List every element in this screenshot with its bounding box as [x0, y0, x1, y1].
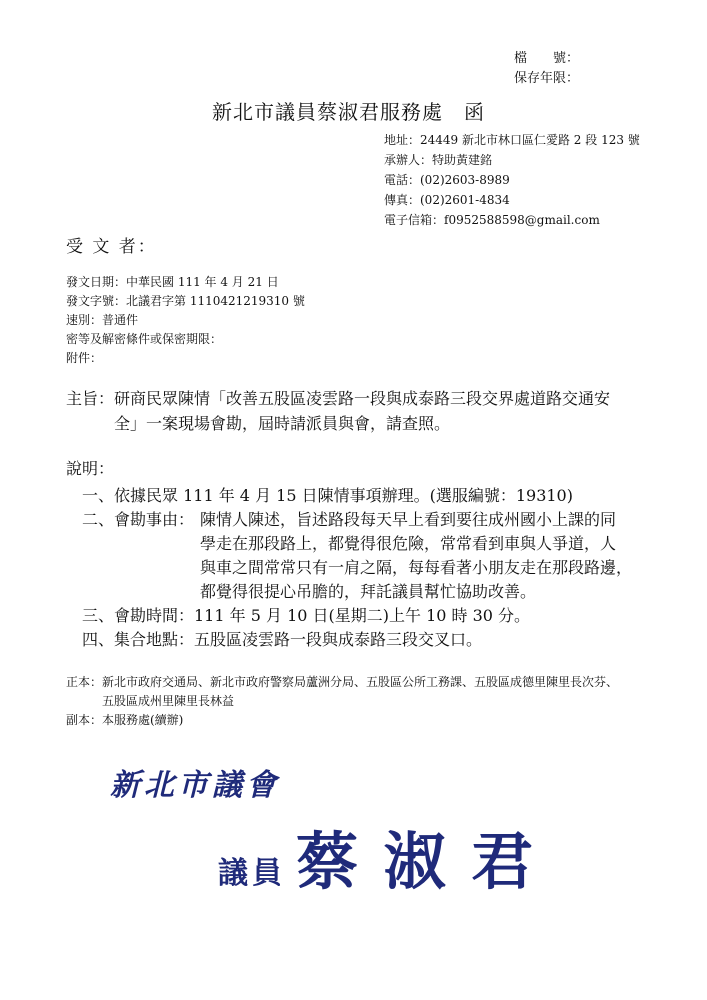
description-item-2-line-1: 陳情人陳述，旨述路段每天早上看到要往成州國小上課的同 — [200, 510, 617, 529]
sender-fax: 傳真：(02)2601-4834 — [384, 193, 510, 207]
sender-info — [384, 130, 640, 230]
sender-address: 地址：24449 新北市林口區仁愛路 2 段 123 號 — [384, 133, 640, 147]
council-seal-text: 新北市議會 — [110, 768, 280, 803]
doc-info — [66, 273, 305, 368]
description-label: 說明： — [66, 459, 115, 478]
subject-line-1: 研商民眾陳情「改善五股區凌雲路一段與成泰路三段交界處道路交通安 — [114, 389, 611, 408]
sender-email: 電子信箱：f0952588598@gmail.com — [384, 213, 600, 227]
issue-date: 發文日期：中華民國 111 年 4 月 21 日 — [66, 275, 279, 289]
councilor-title-seal: 議員 — [218, 856, 286, 891]
secrecy-level: 密等及解密條件或保密期限： — [66, 332, 223, 346]
sender-handler: 承辦人：特助黃建銘 — [384, 153, 493, 167]
subject-label: 主旨： — [66, 389, 115, 408]
document-title: 新北市議員蔡淑君服務處 函 — [212, 100, 485, 124]
recipient-label: 受 文 者： — [66, 237, 157, 257]
description-item-2-line-2: 學走在那段路上，都覺得很危險，常常看到車與人爭道，人 — [200, 534, 617, 553]
original-recipients-line-2: 五股區成州里陳里長林益 — [102, 694, 235, 708]
subject-line-2: 全」一案現場會勘，屆時請派員與會，請查照。 — [114, 414, 451, 433]
speed-class: 速別：普通件 — [66, 313, 139, 327]
description-item-2-line-3: 與車之間常常只有一肩之隔，每每看著小朋友走在那段路邊， — [200, 558, 633, 577]
copy-recipients: 副本：本服務處(續辦) — [66, 713, 184, 727]
description-item-3: 三、會勘時間：111 年 5 月 10 日(星期二)上午 10 時 30 分。 — [82, 606, 531, 625]
description-item-2-label: 二、會勘事由： — [82, 510, 195, 529]
retention-period-label: 保存年限： — [514, 71, 580, 86]
description-item-4: 四、集合地點：五股區凌雲路一段與成泰路三段交叉口。 — [82, 630, 483, 649]
description-item-2-line-4: 都覺得很提心吊膽的，拜託議員幫忙協助改善。 — [200, 582, 537, 601]
file-number-label: 檔 號： — [514, 51, 580, 66]
description-item-1: 一、依據民眾 111 年 4 月 15 日陳情事項辦理。(選服編號：19310) — [82, 486, 573, 505]
doc-number: 發文字號：北議君字第 1110421219310 號 — [66, 294, 305, 308]
attachment: 附件： — [66, 351, 103, 365]
original-recipients-line-1: 正本：新北市政府交通局、新北市政府警察局蘆洲分局、五股區公所工務課、五股區成德里陳里長次芬、 — [66, 675, 619, 689]
councilor-name-seal: 蔡 淑 君 — [296, 825, 536, 898]
sender-phone: 電話：(02)2603-8989 — [384, 173, 510, 187]
